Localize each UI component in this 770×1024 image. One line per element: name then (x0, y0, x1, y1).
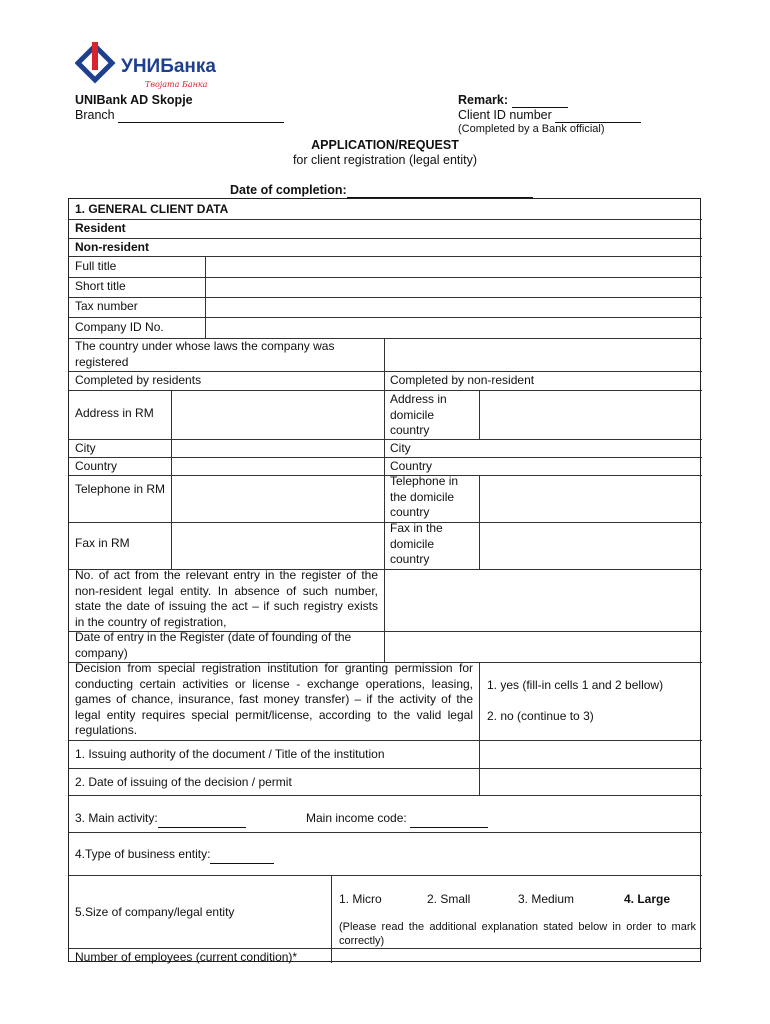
tax-number-label: Tax number (75, 299, 138, 313)
logo-diamond-icon (75, 42, 245, 92)
client-id-line (458, 108, 641, 123)
employees-label: Number of employees (current condition)* (75, 950, 298, 964)
main-income-label: Main income code: (306, 811, 407, 825)
company-id-label: Company ID No. (75, 320, 164, 334)
remark-label: Remark: (458, 93, 509, 107)
main-activity-label: 3. Main activity: (75, 811, 158, 825)
telephone-rm-label: Telephone in RM (75, 482, 166, 496)
nr-country-label: Country (390, 459, 433, 473)
logo-subtitle: Твојата Банка (145, 80, 208, 89)
page-subtitle: for client registration (legal entity) (292, 153, 478, 167)
size-small-option[interactable]: 2. Small (427, 892, 471, 906)
branch-label: Branch (75, 108, 115, 122)
address-rm-label: Address in RM (75, 406, 154, 420)
date-field[interactable] (347, 183, 533, 198)
non-resident-option[interactable]: Non-resident (75, 240, 150, 254)
branch-line (75, 108, 284, 123)
fax-domicile-label: Fax in the domicile country (390, 521, 443, 566)
fax-rm-label: Fax in RM (75, 536, 130, 550)
issuing-authority-label: 1. Issuing authority of the document / Title of the institution (75, 747, 385, 761)
act-number-label: No. of act from the relevant entry in the register of the non-resident legal entity. In absence of such number, state the date of issuing the act – if such registry exists in the country of registration, (75, 568, 378, 629)
completed-residents-label: Completed by residents (75, 373, 202, 387)
business-type-field[interactable] (210, 847, 274, 864)
branch-field[interactable] (118, 108, 284, 123)
size-medium-option[interactable]: 3. Medium (518, 892, 575, 906)
business-type-line (75, 847, 274, 864)
section-title: 1. GENERAL CLIENT DATA (75, 202, 229, 216)
client-id-field[interactable] (555, 108, 641, 123)
unibank-logo (75, 42, 245, 92)
date-of-completion (230, 183, 533, 198)
logo-text: УНИБанка (121, 56, 216, 77)
main-activity-line (75, 811, 246, 828)
size-micro-option[interactable]: 1. Micro (339, 892, 382, 906)
city-label: City (75, 441, 96, 455)
size-note: (Please read the additional explanation stated below in order to mark correctly) (339, 921, 696, 947)
client-data-form (68, 198, 701, 962)
decision-yes-option[interactable]: 1. yes (fill-in cells 1 and 2 bellow) (487, 678, 664, 692)
completed-nonresident-label: Completed by non-resident (390, 373, 535, 387)
country-law-label: The country under whose laws the company was registered (75, 339, 335, 369)
remark-line (458, 93, 568, 108)
date-entry-label: Date of entry in the Register (date of founding of the company) (75, 630, 352, 660)
decision-label: Decision from special registration institution for granting permission for conducting certain activities or license - exchange operations, leasing, games of chance, insurance, fast money transfer) – if the activity of the legal entity requires special permit/license, according to the valid legal regulations. (75, 661, 473, 737)
main-income-line (306, 811, 488, 828)
bank-name: UNIBank AD Skopje (75, 93, 193, 107)
remark-field[interactable] (512, 93, 568, 108)
business-type-label: 4.Type of business entity: (75, 847, 211, 861)
client-id-label: Client ID number (458, 108, 552, 122)
country-label: Country (75, 459, 118, 473)
decision-no-option[interactable]: 2. no (continue to 3) (487, 709, 594, 723)
nr-city-label: City (390, 441, 411, 455)
address-domicile-label: Address in domicile country (390, 392, 447, 437)
resident-option[interactable]: Resident (75, 221, 126, 235)
date-label: Date of completion: (230, 183, 347, 197)
telephone-domicile-label: Telephone in the domicile country (390, 474, 459, 519)
main-income-field[interactable] (410, 811, 488, 828)
full-title-label: Full title (75, 259, 117, 273)
main-activity-field[interactable] (158, 811, 246, 828)
size-large-option[interactable]: 4. Large (624, 892, 671, 906)
short-title-label: Short title (75, 279, 126, 293)
page-title: APPLICATION/REQUEST (311, 138, 459, 152)
completed-note: (Completed by a Bank official) (458, 123, 605, 135)
date-issuing-label: 2. Date of issuing of the decision / permit (75, 775, 292, 789)
size-label: 5.Size of company/legal entity (75, 905, 235, 919)
